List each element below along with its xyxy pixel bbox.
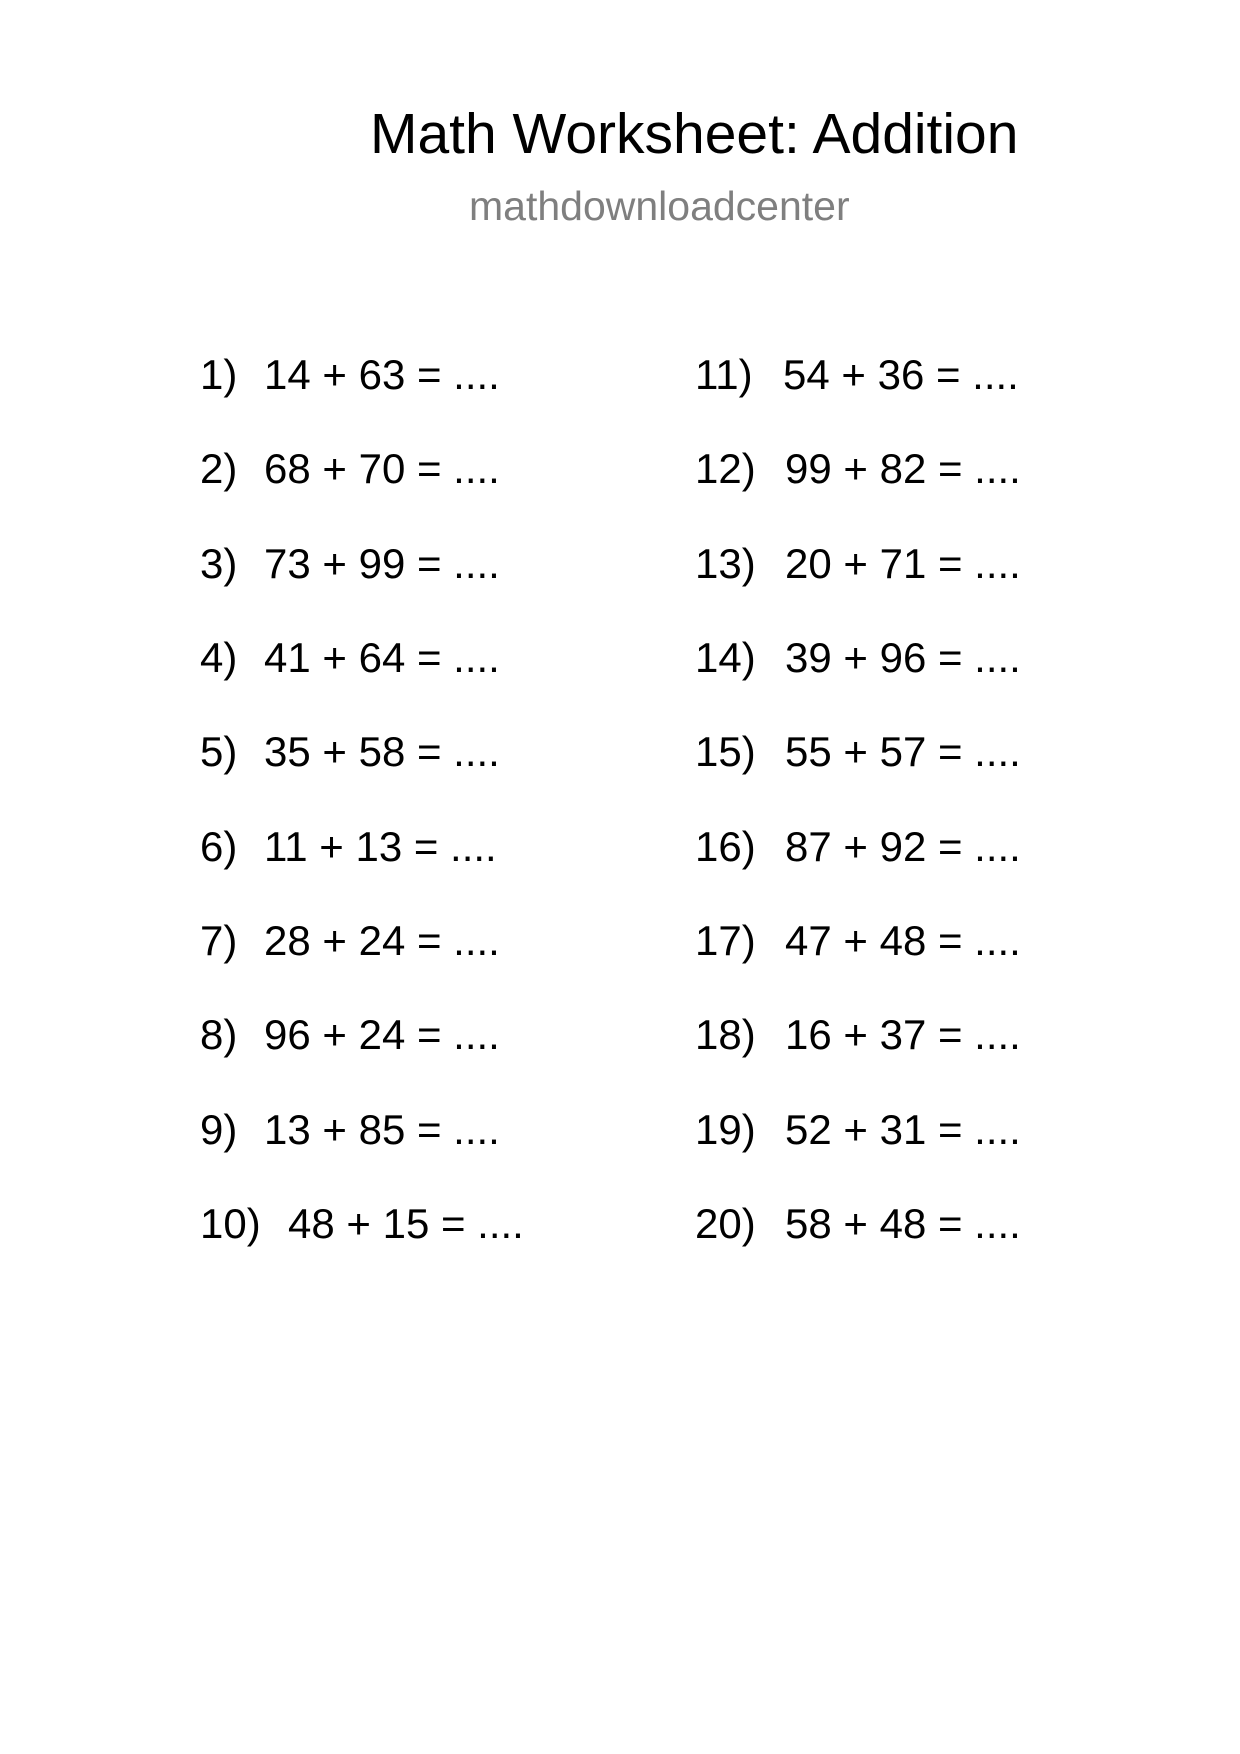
problem-item [695, 1010, 1021, 1060]
problem-item [695, 633, 1021, 683]
problem-number: 2) [200, 445, 238, 492]
problem-expression: 54 + 36 = .... [783, 351, 1019, 398]
problem-item [200, 916, 500, 966]
problem-expression: 14 + 63 = .... [264, 351, 500, 398]
problem-item [695, 822, 1021, 872]
problem-number: 9) [200, 1106, 238, 1153]
problem-number: 10) [200, 1200, 261, 1247]
problem-expression: 39 + 96 = .... [785, 634, 1021, 681]
problem-item [200, 350, 500, 400]
problem-expression: 47 + 48 = .... [785, 917, 1021, 964]
problem-expression: 99 + 82 = .... [785, 445, 1021, 492]
problem-item [695, 350, 1019, 400]
problem-expression: 20 + 71 = .... [785, 540, 1021, 587]
problem-expression: 41 + 64 = .... [264, 634, 500, 681]
problem-item [695, 1199, 1021, 1249]
problem-number: 14) [695, 634, 756, 681]
problem-expression: 52 + 31 = .... [785, 1106, 1021, 1153]
problem-item [695, 916, 1021, 966]
problem-item [200, 539, 500, 589]
problem-item [695, 727, 1021, 777]
worksheet-title: Math Worksheet: Addition [370, 102, 1019, 166]
problem-number: 5) [200, 728, 238, 775]
problem-item [200, 1199, 524, 1249]
problem-number: 3) [200, 540, 238, 587]
problem-expression: 16 + 37 = .... [785, 1011, 1021, 1058]
problem-number: 6) [200, 823, 238, 870]
problem-item [695, 539, 1021, 589]
problem-item [200, 444, 500, 494]
problem-item [200, 727, 500, 777]
problem-item [200, 1105, 500, 1155]
problem-expression: 55 + 57 = .... [785, 728, 1021, 775]
problem-expression: 87 + 92 = .... [785, 823, 1021, 870]
problem-number: 19) [695, 1106, 756, 1153]
problem-number: 13) [695, 540, 756, 587]
problem-number: 12) [695, 445, 756, 492]
problem-number: 11) [695, 351, 753, 398]
problem-expression: 48 + 15 = .... [288, 1200, 524, 1247]
worksheet-source: mathdownloadcenter [469, 183, 850, 229]
problem-expression: 96 + 24 = .... [264, 1011, 500, 1058]
problem-number: 1) [200, 351, 238, 398]
problem-expression: 68 + 70 = .... [264, 445, 500, 492]
problem-expression: 58 + 48 = .... [785, 1200, 1021, 1247]
problem-item [200, 822, 497, 872]
problem-number: 17) [695, 917, 756, 964]
problem-item [200, 1010, 500, 1060]
problem-expression: 11 + 13 = .... [264, 823, 497, 870]
problem-number: 18) [695, 1011, 756, 1058]
problem-number: 16) [695, 823, 756, 870]
problem-number: 7) [200, 917, 238, 964]
problem-number: 8) [200, 1011, 238, 1058]
problem-expression: 13 + 85 = .... [264, 1106, 500, 1153]
problem-expression: 28 + 24 = .... [264, 917, 500, 964]
problem-number: 15) [695, 728, 756, 775]
problem-number: 20) [695, 1200, 756, 1247]
problem-item [695, 444, 1021, 494]
problem-item [695, 1105, 1021, 1155]
problem-expression: 73 + 99 = .... [264, 540, 500, 587]
problem-expression: 35 + 58 = .... [264, 728, 500, 775]
problem-number: 4) [200, 634, 238, 681]
problem-item [200, 633, 500, 683]
